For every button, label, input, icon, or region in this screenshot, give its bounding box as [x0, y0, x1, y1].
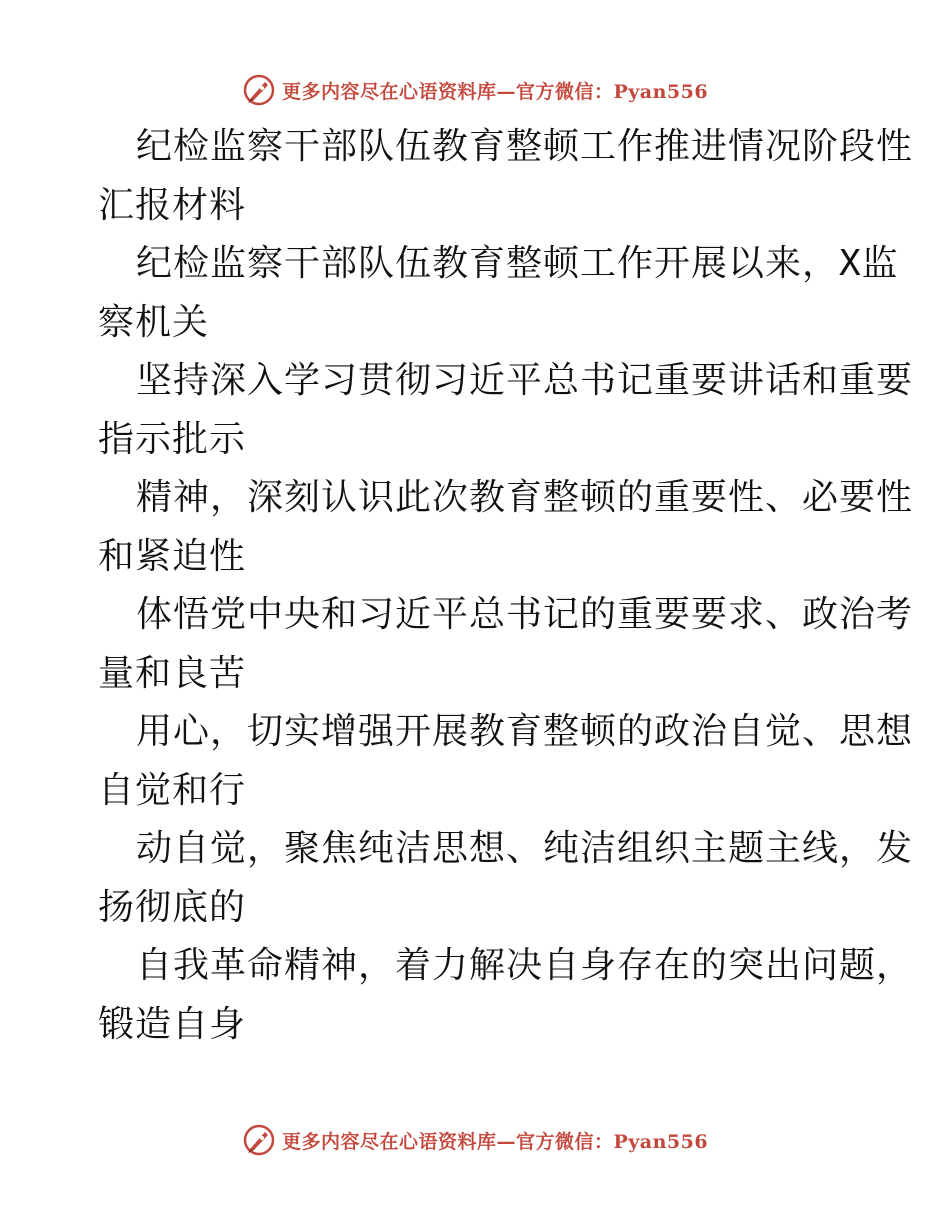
body-line: 纪检监察干部队伍教育整顿工作开展以来，X监 — [136, 243, 899, 284]
body-line: 扬彻底的 — [98, 886, 247, 928]
body-line: 用心，切实增强开展教育整顿的政治自觉、思想 — [136, 711, 914, 752]
body-line: 汇报材料 — [98, 184, 247, 226]
body-line: 坚持深入学习贯彻习近平总书记重要讲话和重要 — [136, 360, 914, 401]
body-line: 锻造自身 — [98, 1003, 247, 1045]
body-line: 自觉和行 — [98, 769, 247, 811]
document-body — [98, 118, 914, 1054]
body-line: 指示批示 — [98, 418, 247, 460]
quill-pen-logo-icon — [242, 73, 276, 107]
footer-watermark — [0, 1120, 950, 1160]
body-line: 自我革命精神，着力解决自身存在的突出问题， — [136, 945, 914, 986]
header-watermark — [0, 70, 950, 110]
body-line: 精神，深刻认识此次教育整顿的重要性、必要性 — [136, 477, 914, 518]
header-watermark-text: 更多内容尽在心语资料库—官方微信：Pyan556 — [281, 80, 709, 103]
quill-pen-logo-icon — [242, 1123, 276, 1157]
body-line: 动自觉，聚焦纯洁思想、纯洁组织主题主线，发 — [136, 828, 914, 869]
footer-watermark-text: 更多内容尽在心语资料库—官方微信：Pyan556 — [281, 1130, 709, 1153]
body-line: 和紧迫性 — [98, 535, 247, 577]
body-line: 体悟党中央和习近平总书记的重要要求、政治考 — [136, 594, 914, 635]
body-line: 量和良苦 — [98, 652, 247, 694]
body-line: 察机关 — [98, 301, 210, 343]
body-line: 纪检监察干部队伍教育整顿工作推进情况阶段性 — [136, 126, 914, 167]
